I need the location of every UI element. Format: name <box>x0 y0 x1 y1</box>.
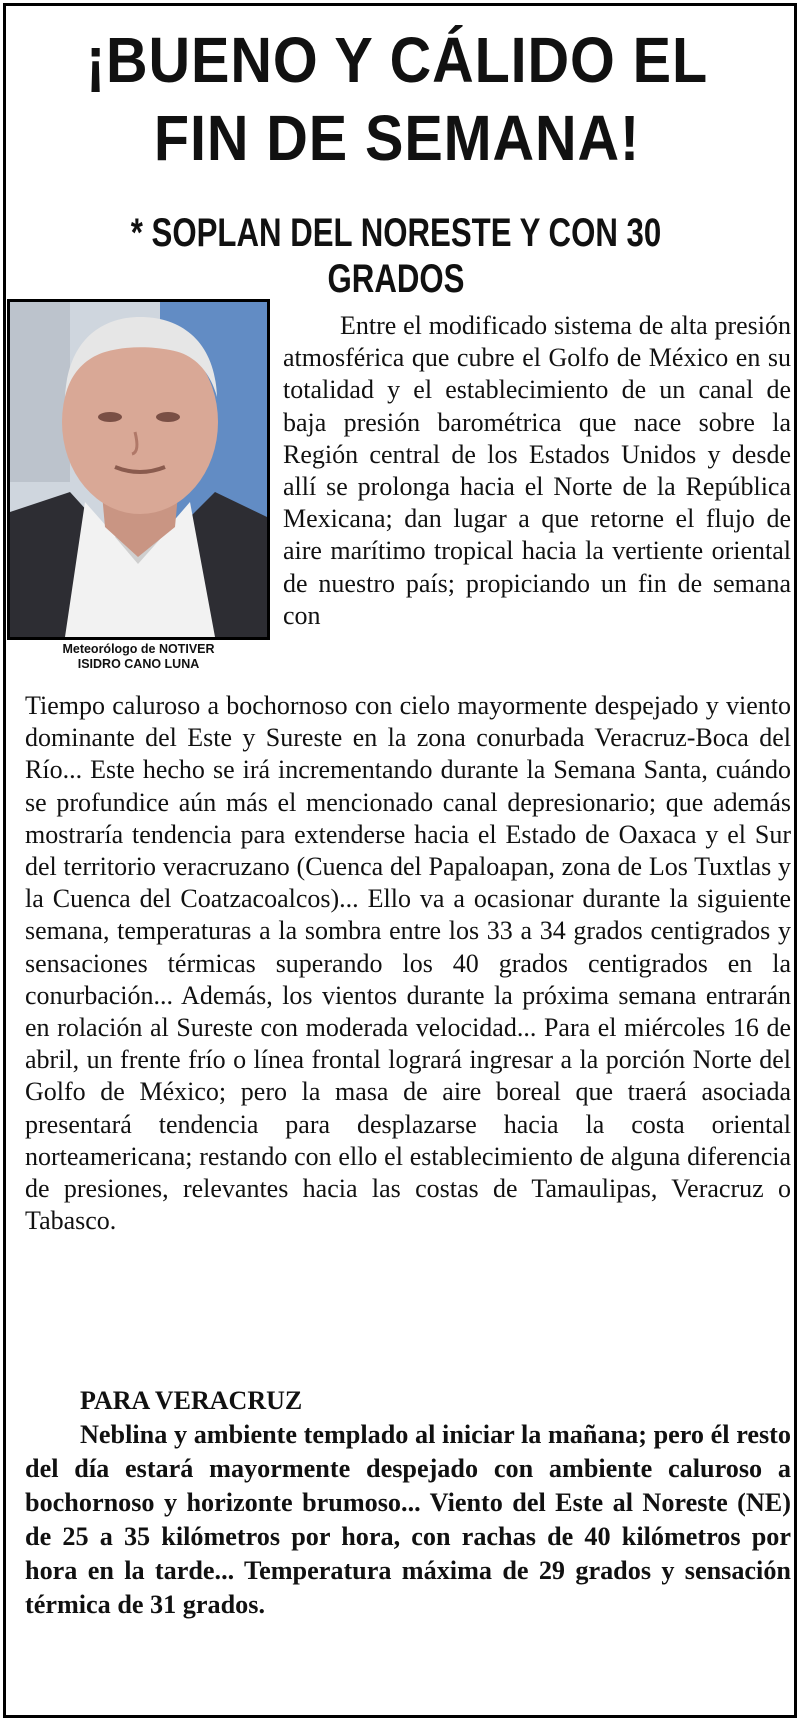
portrait-illustration <box>10 302 267 637</box>
section-heading: PARA VERACRUZ <box>80 1386 303 1415</box>
headline-line-2: FIN DE SEMANA! <box>153 102 641 174</box>
photo-caption <box>7 642 270 672</box>
forecast-paragraph: Neblina y ambiente templado al iniciar la mañana; pero él resto del día estará mayormente despejado con ambiente caluroso a bochornoso y horizonte brumoso... Viento del Este al Noreste (NE) de 25 a 35 kilómetros por hora, con rachas de 40 kilómetros por hora en la tarde... Temperatura máxima de 29 grados y sensación térmica de 31 grados. <box>25 1420 791 1619</box>
caption-line-1: Meteorólogo de NOTIVER <box>62 642 215 656</box>
subheadline: * SOPLAN DEL NORESTE Y CON 30 GRADOS <box>130 211 662 301</box>
intro-paragraph: Entre el modificado sistema de alta presión atmosférica que cubre el Golfo de México en su totalidad y el establecimiento de un canal de baja presión barométrica que nace sobre la Región central de los Estados Unidos y desde allí se prolonga hacia el Norte de la República Mexicana; dan lugar a que retorne el flujo de aire marítimo tropical hacia la vertiente oriental de nuestro país; propiciando un fin de semana con <box>283 311 791 630</box>
meteorologist-photo <box>7 299 270 640</box>
main-paragraph: Tiempo caluroso a bochornoso con cielo mayormente despejado y viento dominante del Este y Sureste en la zona conurbada Veracruz-Boca del Río... Este hecho se irá incrementando durante la Semana Santa, cuándo se profundice aún más el mencionado canal depresionario; que además mostraría tendencia para extenderse hacia el Estado de Oaxaca y el Sur del territorio veracruzano (Cuenca del Papaloapan, zona de Los Tuxtlas y la Cuenca del Coatzacoalcos)... Ello va a ocasionar durante la siguiente semana, temperaturas a la sombra entre los 33 a 34 grados centigrados y sensaciones térmicas superando los 40 grados centigrados en la conurbación... Además, los vientos durante la próxima semana entrarán en rolación al Sureste con moderada velocidad... Para el miércoles 16 de abril, un frente frío o línea frontal logrará ingresar a la porción Norte del Golfo de México; pero la masa de aire boreal que traerá asociada presentará tendencia para desplazarse hacia la costa oriental norteamericana; restando con ello el establecimiento de alguna diferencia de presiones, relevantes hacia las costas de Tamaulipas, Veracruz o Tabasco. <box>25 691 791 1236</box>
caption-line-2: ISIDRO CANO LUNA <box>77 657 200 671</box>
headline-line-1: ¡BUENO Y CÁLIDO EL <box>85 24 709 96</box>
